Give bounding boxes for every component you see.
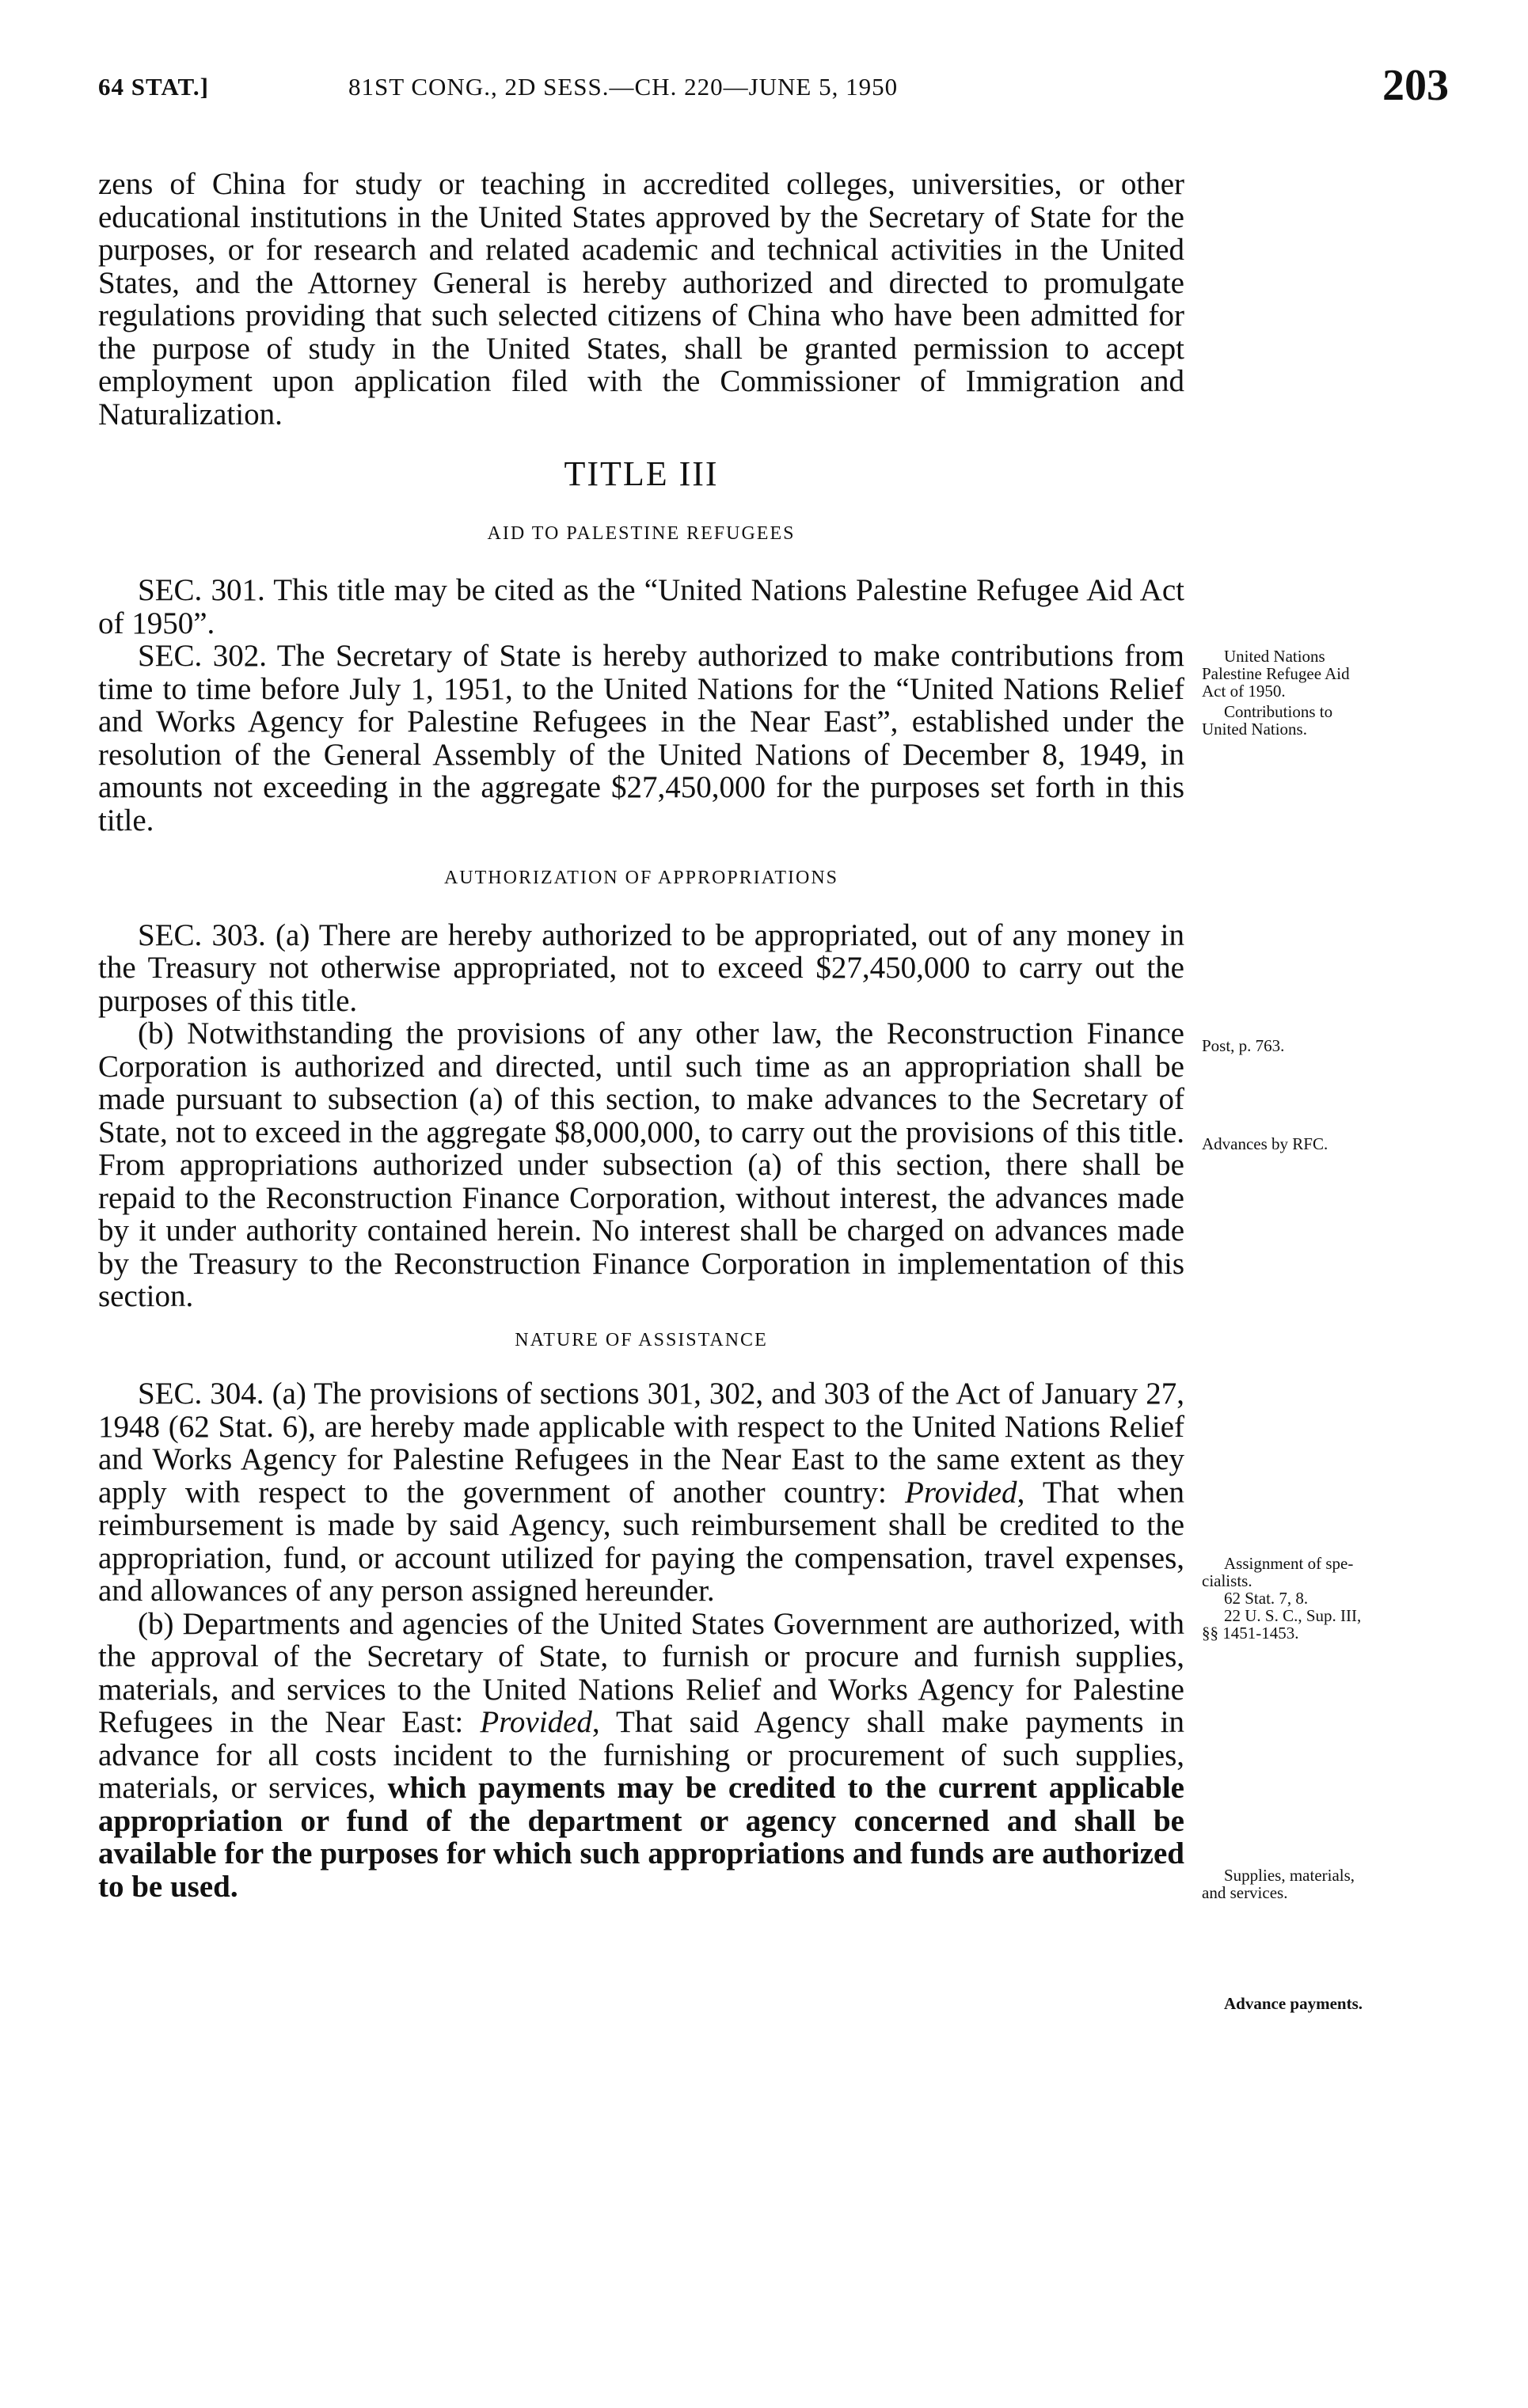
- margin-note-line: Act of 1950.: [1202, 682, 1286, 701]
- margin-note-line: §§ 1451-1453.: [1202, 1624, 1299, 1643]
- section-304a: [98, 1377, 1184, 1608]
- title-heading: TITLE III: [564, 454, 719, 493]
- paragraph-intro: zens of China for study or teaching in accredited colleges, universities, or other educational institutions in the United States approved by the Secretary of State for the purposes, or for research and related academic and technical activities in the United States, and the Attorney General is hereby authorized and directed to promulgate regulations providing that such selected citizens of China who have been admitted for the purpose of study in the United States, shall be granted permission to accept employment upon application filed with the Commissioner of Immigration and Naturalization.: [98, 167, 1184, 431]
- margin-note-line: Supplies, materials,: [1224, 1866, 1355, 1885]
- margin-note-assignment: [1202, 1555, 1439, 1642]
- margin-note-line: and services.: [1202, 1883, 1288, 1902]
- section-304b-text-tail: which payments may be credited to the current applicable appropriation or fund of the department or agency concerned and shall be available for the purposes for which such appropriations and funds are authorized to be used.: [98, 1771, 1184, 1904]
- section-304a-text: SEC. 304. (a) The provisions of sections 301, 302, and 303 of the Act of January 27, 1948 (62 Stat. 6), are hereby made applicable with respect to the United Nations Relief and Works Agency for Palestine Refugees in the Near East to the same extent as they apply with respect to the government of another country:: [98, 1377, 1184, 1510]
- page-header: [98, 61, 1449, 130]
- section-303b: (b) Notwithstanding the provisions of any other law, the Reconstruction Finance Corporation is authorized and directed, until such time as an appropriation shall be made pursuant to subsection (a) of this section, to make advances to the Secretary of State, not to exceed in the aggregate $8,000,000, to carry out the provisions of this title. From appropriations authorized under subsection (a) of this section, there shall be repaid to the Reconstruction Finance Corporation, without interest, the advances made by it under authority contained herein. No interest shall be charged on advances made by the Treasury to the Reconstruction Finance Corporation in implementation of this section.: [98, 1016, 1184, 1313]
- section-304b-text-mid: , That said Agency shall make payments in advance for all costs incident to the furnishing or procurement of such supplies, materials, or services,: [98, 1705, 1185, 1805]
- margin-note-advances-rfc: [1202, 1135, 1439, 1153]
- section-304b-text: (b) Departments and agencies of the United States Government are authorized, with the approval of the Secretary of State, to furnish or procure and furnish supplies, materials, and services to the United Nations Relief and Works Agency for Palestine Refugees in the Near East:: [98, 1606, 1184, 1739]
- margin-note-line: Post, p. 763.: [1202, 1036, 1285, 1055]
- section-301: SEC. 301. This title may be cited as the “United Nations Palestine Refugee Aid Act of 1950”.: [98, 573, 1184, 640]
- page-number: 203: [1382, 61, 1449, 110]
- margin-note-contributions: [1202, 703, 1439, 738]
- stat-reference: 64 STAT.]: [98, 73, 209, 101]
- margin-note-line: 62 Stat. 7, 8.: [1224, 1589, 1309, 1608]
- margin-note-line: United Nations.: [1202, 720, 1307, 739]
- body-text: [98, 168, 1184, 1903]
- margin-note-advance-payments: [1202, 1995, 1439, 2012]
- section-303a: SEC. 303. (a) There are hereby authorized to be appropriated, out of any money in the Treasury not otherwise appropriated, not to exceed $27,450,000 to carry out the purposes of this title.: [98, 917, 1184, 1018]
- margin-note-supplies: [1202, 1867, 1439, 1901]
- margin-note-line: Assignment of spe-: [1224, 1554, 1354, 1573]
- margin-note-post: [1202, 1037, 1439, 1054]
- margin-note-line: Palestine Refugee Aid: [1202, 664, 1350, 683]
- subhead-nature-of-assistance: NATURE OF ASSISTANCE: [515, 1329, 768, 1350]
- subhead-aid-to-palestine: AID TO PALESTINE REFUGEES: [487, 522, 796, 544]
- margin-note-line: 22 U. S. C., Sup. III,: [1224, 1606, 1362, 1625]
- margin-note-line: United Nations: [1224, 647, 1325, 666]
- margin-note-line: Contributions to: [1224, 702, 1333, 721]
- subhead-authorization: AUTHORIZATION OF APPROPRIATIONS: [443, 868, 839, 888]
- provided-word: Provided: [480, 1705, 592, 1739]
- margin-note-line: Advances by RFC.: [1202, 1134, 1328, 1153]
- session-line: 81ST CONG., 2D SESS.—CH. 220—JUNE 5, 1950: [348, 73, 899, 101]
- margin-note-line: Advance payments.: [1224, 1994, 1363, 2013]
- section-304a-text-cont: , That when reimbursement is made by said Agency, such reimbursement shall be credited to the appropriation, fund, or account utilized for paying the compensation, travel expenses, and allowances of any person assigned hereunder.: [98, 1475, 1184, 1608]
- margin-note-short-title: [1202, 648, 1439, 700]
- section-302: SEC. 302. The Secretary of State is hereby authorized to make contributions from time to time before July 1, 1951, to the United Nations for the “United Nations Relief and Works Agency for Palestine Refugees in the Near East”, established under the resolution of the General Assembly of the United Nations of December 8, 1949, in amounts not exceeding in the aggregate $27,450,000 for the purposes set forth in this title.: [98, 639, 1184, 837]
- margin-note-line: cialists.: [1202, 1571, 1252, 1590]
- section-304b: [98, 1608, 1184, 1904]
- provided-word: Provided: [905, 1475, 1017, 1510]
